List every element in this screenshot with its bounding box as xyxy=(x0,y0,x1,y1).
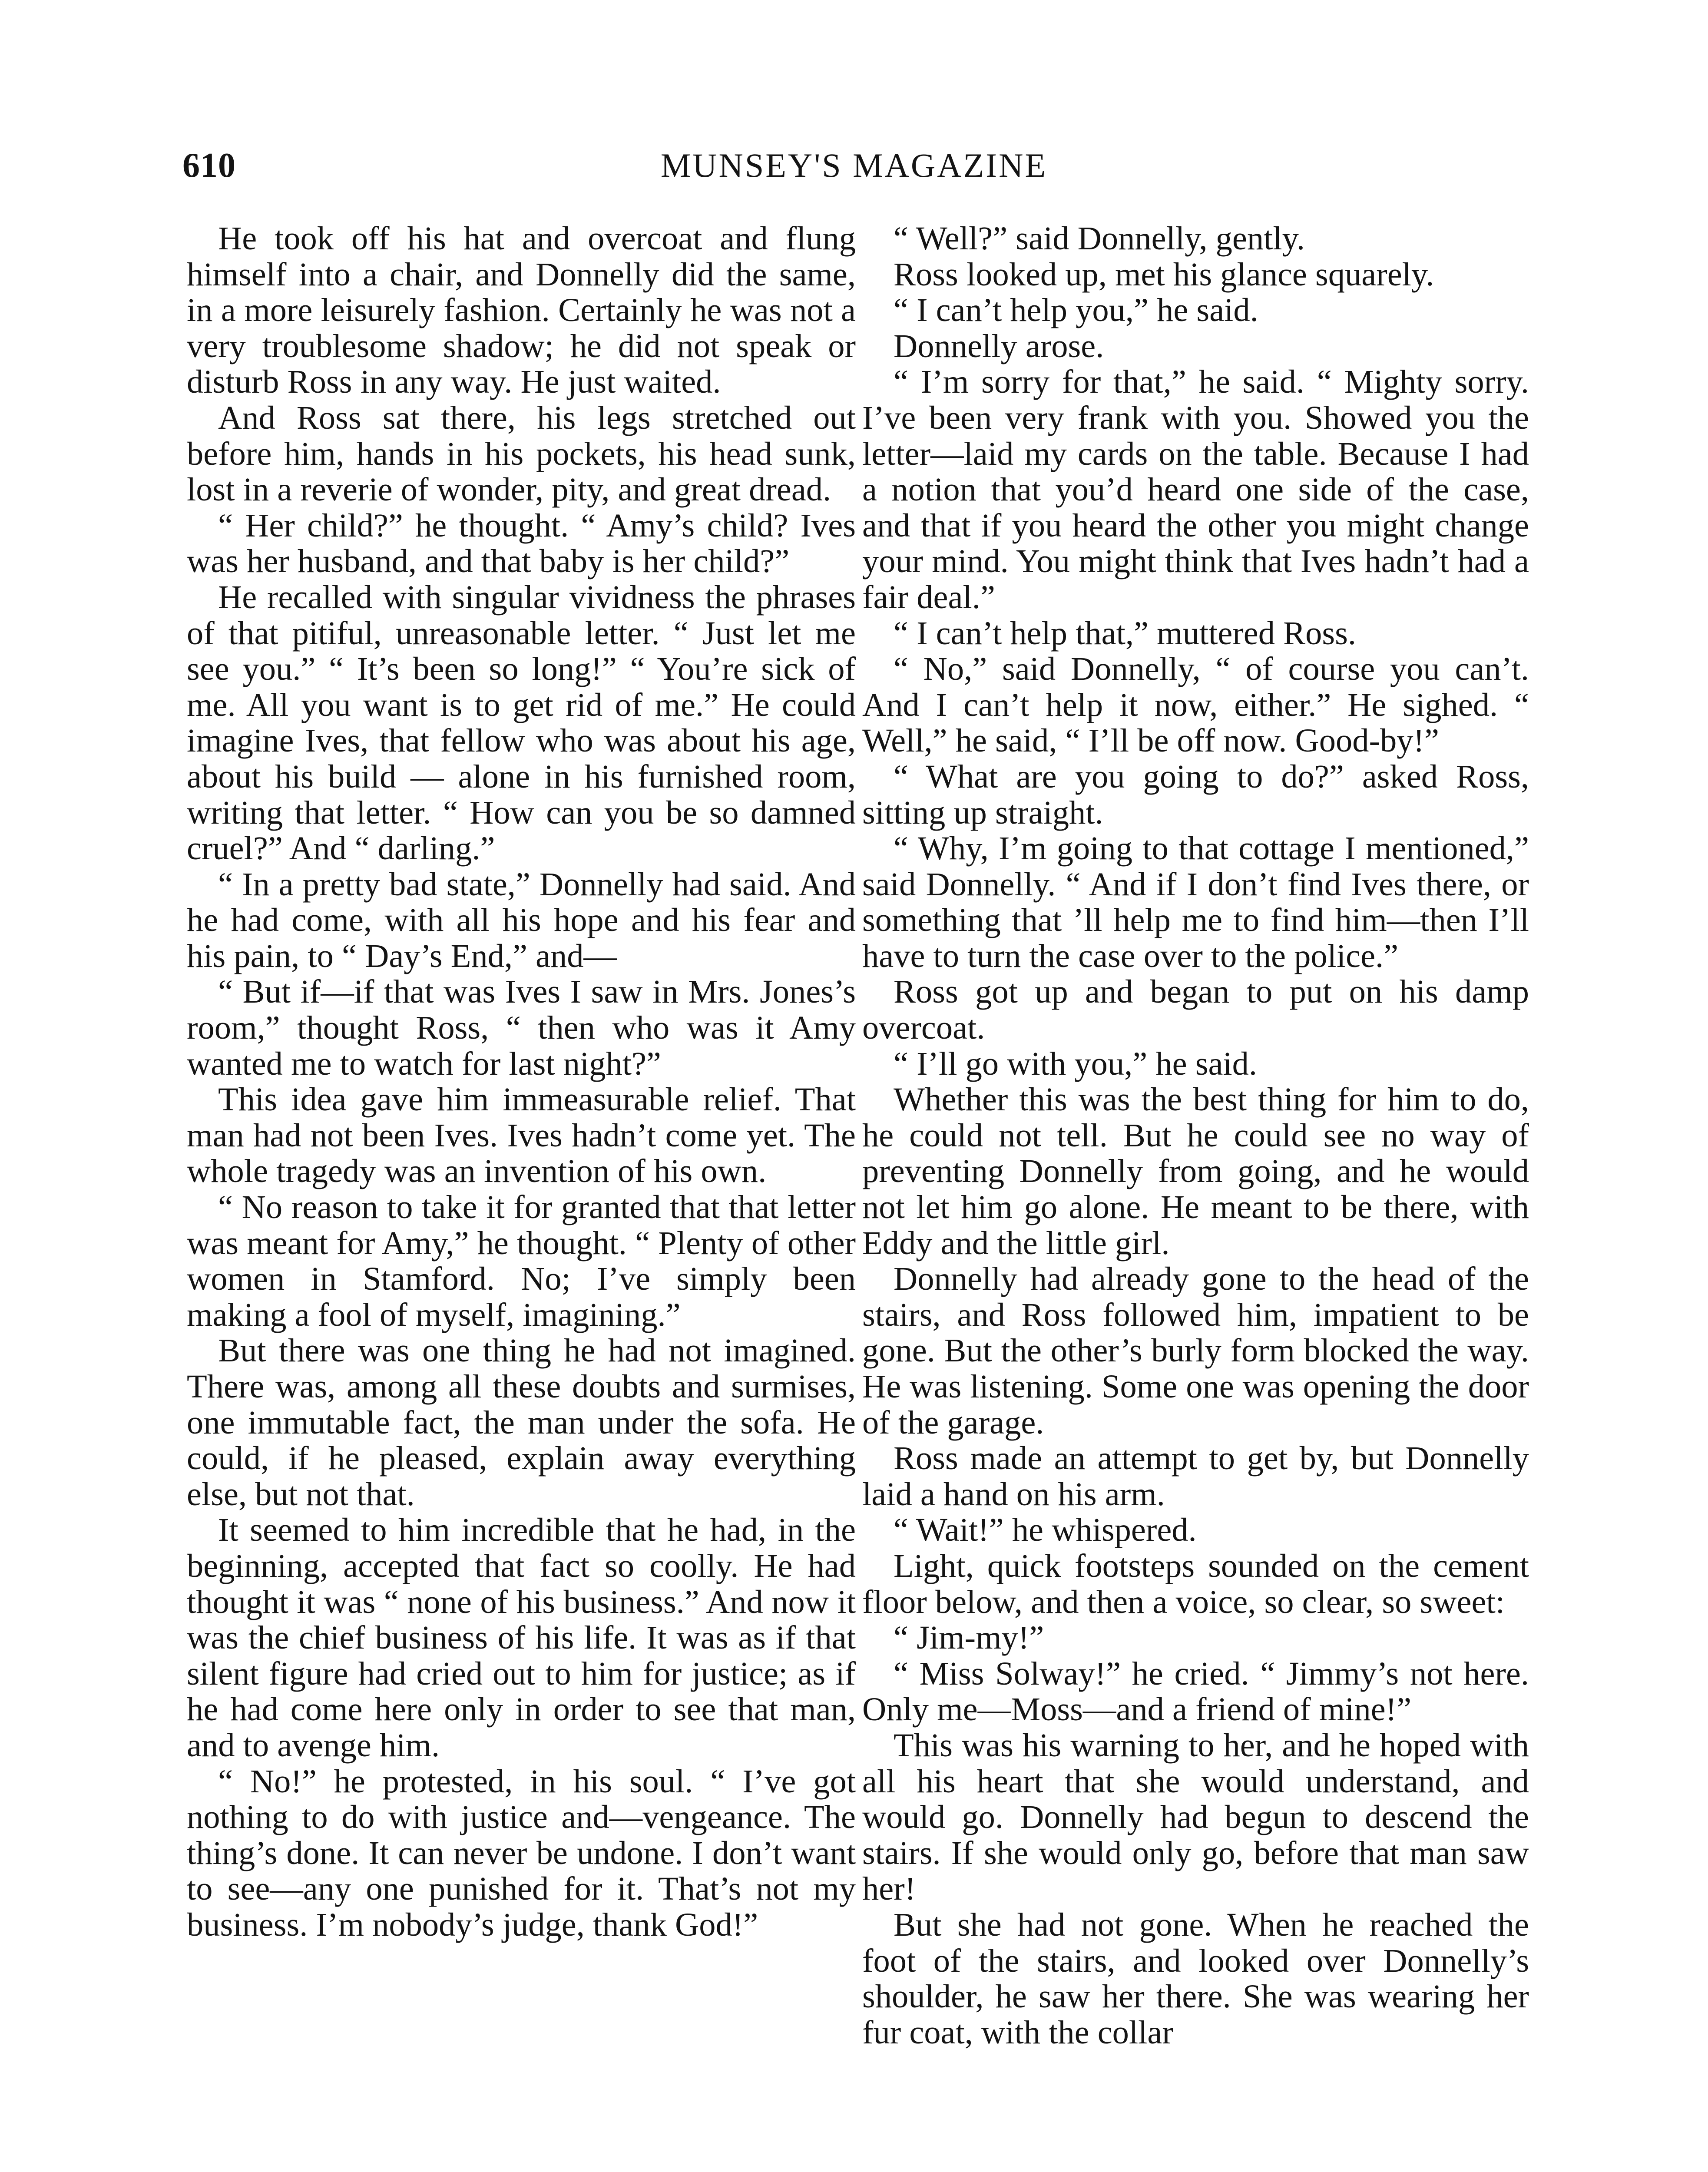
paragraph: He took off his hat and overcoat and flung himself into a chair, and Donnelly did the same, in a more leisurely fashion. Certainly he was not a very troublesome shadow; he did not speak or disturb Ross in any way. He just waited. xyxy=(187,220,856,401)
paragraph: Donnelly arose. xyxy=(894,327,1104,364)
text-columns xyxy=(0,221,1708,2172)
paragraph: “ I can’t help that,” muttered Ross. xyxy=(894,614,1357,652)
paragraph: “ I’ll go with you,” he said. xyxy=(894,1045,1258,1082)
paragraph: “ In a pretty bad state,” Donnelly had said. And he had come, with all his hope and his fear and his pain, to “ Day’s End,” and— xyxy=(187,865,856,974)
paragraph: “ Miss Solway!” he cried. “ Jimmy’s not here. Only me—Moss—and a friend of mine!” xyxy=(862,1655,1529,1728)
paragraph: But she had not gone. When he reached the foot of the stairs, and looked over Donnelly’s shoulder, he saw her there. She was wearing her fur coat, with the collar xyxy=(862,1906,1529,2051)
paragraph: Ross looked up, met his glance squarely. xyxy=(894,255,1434,293)
page-number: 610 xyxy=(182,146,236,185)
paragraph: And Ross sat there, his legs stretched out before him, hands in his pockets, his head sunk, lost in a reverie of wonder, pity, and great dread. xyxy=(187,399,856,508)
paragraph: Donnelly had already gone to the head of the stairs, and Ross followed him, impatient to be gone. But the other’s burly form blocked the way. He was listening. Some one was opening the door of the garage. xyxy=(862,1260,1529,1441)
paragraph: It seemed to him incredible that he had, in the beginning, accepted that fact so coolly. He had thought it was “ none of his business.” And now it was the chief business of his life. It was as if that silent figure had cried out to him for justice; as if he had come here only in order to see that man, and to avenge him. xyxy=(187,1511,856,1764)
page-header xyxy=(182,146,1526,189)
paragraph: “ Jim-my!” xyxy=(894,1619,1044,1656)
paragraph: “ No!” he protested, in his soul. “ I’ve got nothing to do with justice and—vengeance. The thing’s done. It can never be undone. I don’t want to see—any one punished for it. That’s not my business. I’m nobody’s judge, thank God!” xyxy=(187,1762,856,1943)
paragraph: “ I’m sorry for that,” he said. “ Mighty sorry. I’ve been very frank with you. Showed you the letter—laid my cards on the table. Because I had a notion that you’d heard one side of the case, and that if you heard the other you might change your mind. You might think that Ives hadn’t had a fair deal.” xyxy=(862,363,1529,616)
paragraph: He recalled with singular vividness the phrases of that pitiful, unreasonable letter. “ Just let me see you.” “ It’s been so long!” “ You’re sick of me. All you want is to get rid of me.” He could imagine Ives, that fellow who was about his age, about his build — alone in his furnished room, writing that letter. “ How can you be so damned cruel?” And “ darling.” xyxy=(187,578,856,867)
paragraph: “ Her child?” he thought. “ Amy’s child? Ives was her husband, and that baby is her child?” xyxy=(187,507,856,580)
paragraph: But there was one thing he had not imagined. There was, among all these doubts and surmises, one immutable fact, the man under the sofa. He could, if he pleased, explain away everything else, but not that. xyxy=(187,1332,856,1513)
paragraph: “ Why, I’m going to that cottage I mentioned,” said Donnelly. “ And if I don’t find Ives there, or something that ’ll help me to find him—then I’ll have to turn the case over to the police.” xyxy=(862,830,1529,974)
paragraph: Ross got up and began to put on his damp overcoat. xyxy=(862,973,1529,1046)
running-head: MUNSEY'S MAGAZINE xyxy=(660,146,1048,184)
paragraph: “ Wait!” he whispered. xyxy=(894,1511,1197,1549)
paragraph: Whether this was the best thing for him to do, he could not tell. But he could see no way of preventing Donnelly from going, and he would not let him go alone. He meant to be there, with Eddy and the little girl. xyxy=(862,1081,1529,1261)
paragraph: This idea gave him immeasurable relief. That man had not been Ives. Ives hadn’t come yet. The whole tragedy was an invention of his own. xyxy=(187,1081,856,1190)
paragraph: “ Well?” said Donnelly, gently. xyxy=(894,220,1305,257)
paragraph: “ I can’t help you,” he said. xyxy=(894,291,1258,329)
right-column xyxy=(862,221,1529,2050)
paragraph: “ But if—if that was Ives I saw in Mrs. Jones’s room,” thought Ross, “ then who was it Amy wanted me to watch for last night?” xyxy=(187,973,856,1082)
paragraph: “ What are you going to do?” asked Ross, sitting up straight. xyxy=(862,758,1529,831)
paragraph: Ross made an attempt to get by, but Donnelly laid a hand on his arm. xyxy=(862,1440,1529,1513)
paragraph: This was his warning to her, and he hoped with all his heart that she would understand, and would go. Donnelly had begun to descend the stairs. If she would only go, before that man saw her! xyxy=(862,1726,1529,1907)
paragraph: “ No,” said Donnelly, “ of course you can’t. And I can’t help it now, either.” He sighed. “ Well,” he said, “ I’ll be off now. Good-by!” xyxy=(862,650,1529,759)
paragraph: Light, quick footsteps sounded on the cement floor below, and then a voice, so clear, so sweet: xyxy=(862,1547,1529,1620)
left-column xyxy=(187,221,856,1943)
paragraph: “ No reason to take it for granted that that letter was meant for Amy,” he thought. “ Plenty of other women in Stamford. No; I’ve simply been making a fool of myself, imagining.” xyxy=(187,1189,856,1333)
